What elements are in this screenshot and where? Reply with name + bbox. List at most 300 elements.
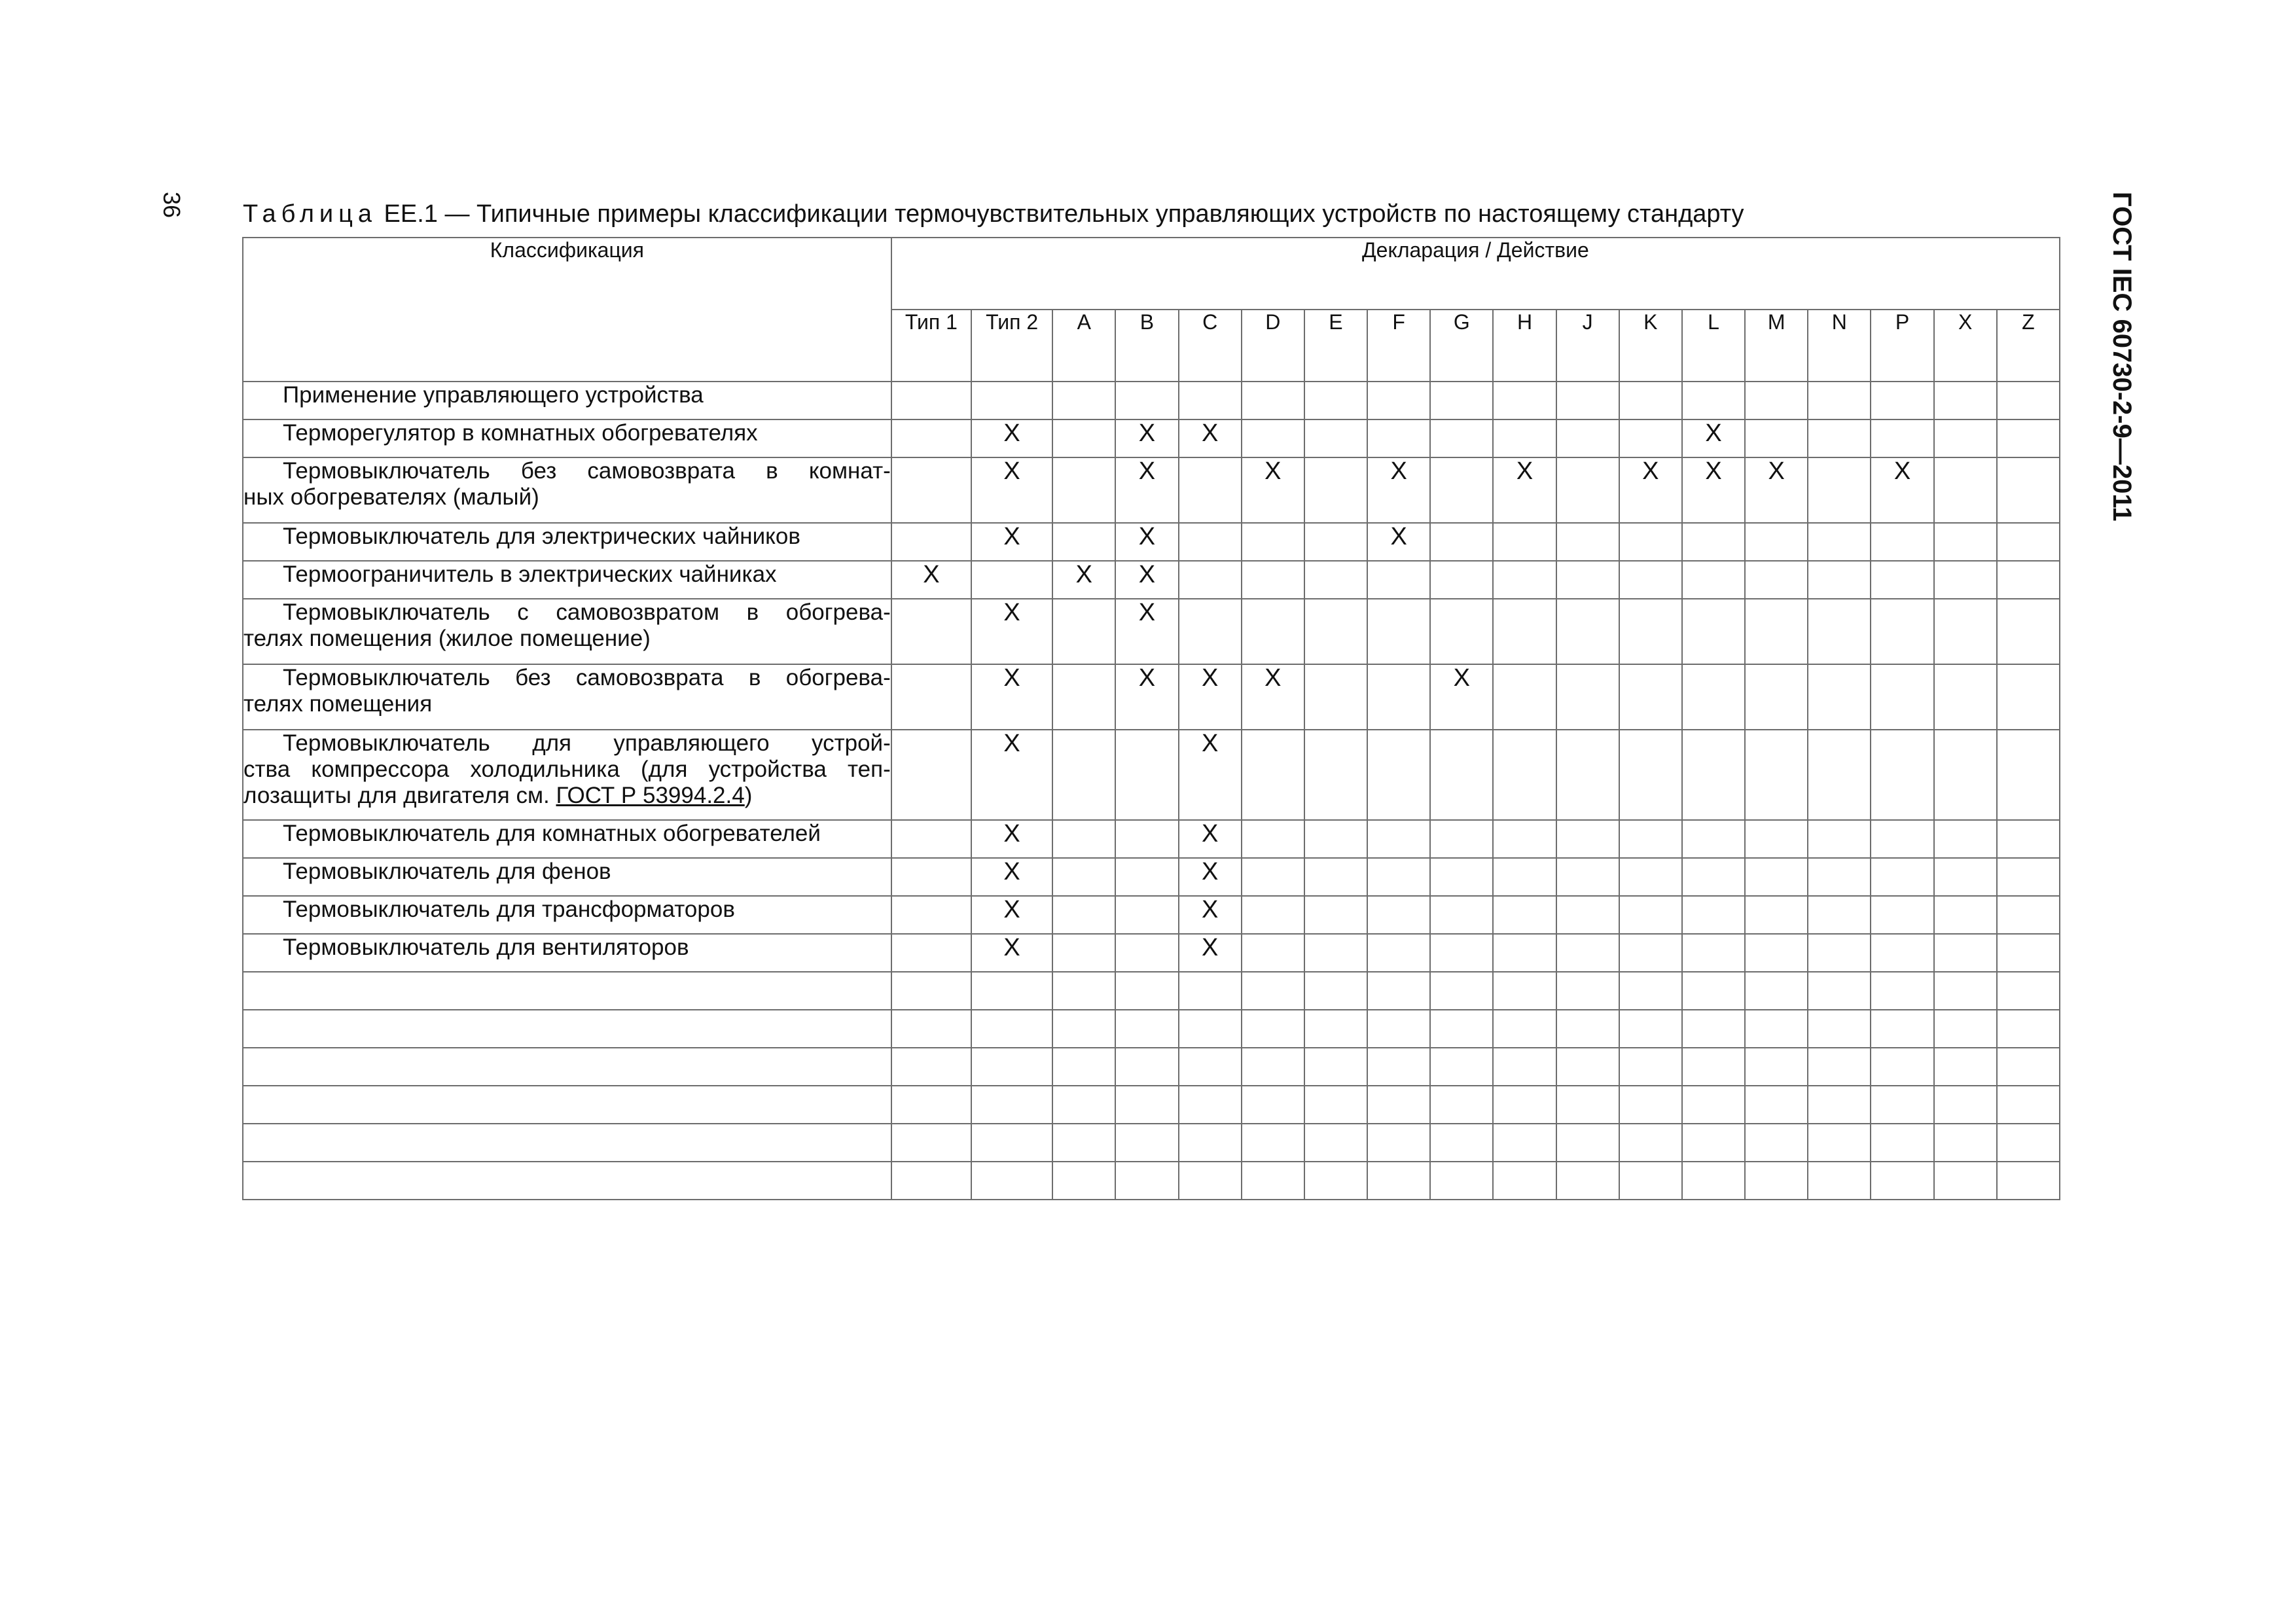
mark-cell bbox=[1808, 382, 1871, 419]
mark-cell: X bbox=[971, 599, 1052, 664]
empty-cell bbox=[891, 1086, 971, 1124]
mark-cell bbox=[1367, 934, 1430, 972]
empty-cell bbox=[1871, 1086, 1933, 1124]
mark-cell: X bbox=[971, 934, 1052, 972]
empty-cell bbox=[1682, 1086, 1745, 1124]
mark-cell bbox=[1430, 820, 1493, 858]
empty-cell bbox=[1934, 1010, 1997, 1048]
classification-text-line: ных обогревателях (малый) bbox=[243, 484, 539, 510]
table-row bbox=[243, 858, 2060, 896]
mark-cell bbox=[1242, 599, 1304, 664]
mark-cell bbox=[1493, 664, 1556, 730]
empty-cell bbox=[971, 1124, 1052, 1162]
empty-cell bbox=[1682, 1124, 1745, 1162]
mark-cell: X bbox=[1179, 896, 1242, 934]
classification-text: Терморегулятор в комнатных обогревателях bbox=[283, 420, 758, 446]
mark-cell bbox=[1556, 523, 1619, 561]
empty-cell bbox=[1556, 1086, 1619, 1124]
mark-cell bbox=[1115, 382, 1178, 419]
empty-cell bbox=[1934, 972, 1997, 1010]
mark-cell: X bbox=[971, 419, 1052, 457]
empty-cell bbox=[1179, 972, 1242, 1010]
header-code: Тип 2 bbox=[971, 310, 1052, 382]
empty-cell bbox=[1745, 1048, 1808, 1086]
mark-cell bbox=[1430, 457, 1493, 523]
mark-cell bbox=[1619, 934, 1682, 972]
table-header bbox=[243, 238, 2060, 382]
classification-text-line: телях помещения (жилое помещение) bbox=[243, 626, 651, 651]
mark-cell: X bbox=[1682, 457, 1745, 523]
empty-cell bbox=[1115, 1048, 1178, 1086]
mark-cell bbox=[1242, 858, 1304, 896]
mark-cell bbox=[1242, 561, 1304, 599]
classification-text-line: ства компрессора холодильника (для устройства теп- bbox=[243, 757, 891, 782]
empty-cell bbox=[1430, 1086, 1493, 1124]
mark-cell bbox=[1367, 820, 1430, 858]
empty-cell bbox=[1934, 1086, 1997, 1124]
mark-cell bbox=[1242, 382, 1304, 419]
mark-cell: X bbox=[1179, 730, 1242, 820]
empty-cell bbox=[1242, 1086, 1304, 1124]
mark-cell bbox=[1934, 419, 1997, 457]
mark-cell bbox=[1997, 419, 2060, 457]
mark-cell bbox=[1871, 664, 1933, 730]
mark-cell bbox=[1430, 382, 1493, 419]
empty-cell bbox=[891, 972, 971, 1010]
mark-cell bbox=[891, 730, 971, 820]
mark-cell: X bbox=[1179, 664, 1242, 730]
mark-cell bbox=[1997, 664, 2060, 730]
classification-text: Термоограничитель в электрических чайниках bbox=[283, 562, 777, 587]
mark-cell bbox=[1304, 934, 1367, 972]
empty-cell bbox=[1179, 1162, 1242, 1200]
mark-cell bbox=[1997, 599, 2060, 664]
row-classification bbox=[243, 523, 891, 561]
mark-cell bbox=[1808, 457, 1871, 523]
header-code: K bbox=[1619, 310, 1682, 382]
empty-cell bbox=[1052, 972, 1115, 1010]
mark-cell bbox=[1619, 820, 1682, 858]
mark-cell bbox=[1242, 419, 1304, 457]
mark-cell bbox=[1871, 599, 1933, 664]
row-classification bbox=[243, 664, 891, 730]
mark-cell bbox=[1808, 523, 1871, 561]
empty-cell bbox=[1997, 1124, 2060, 1162]
empty-cell bbox=[243, 972, 891, 1010]
mark-cell bbox=[1493, 730, 1556, 820]
table-row bbox=[243, 820, 2060, 858]
empty-cell bbox=[1115, 1010, 1178, 1048]
empty-cell bbox=[891, 1162, 971, 1200]
mark-cell bbox=[1682, 664, 1745, 730]
empty-cell bbox=[891, 1048, 971, 1086]
classification-text-line: телях помещения bbox=[243, 691, 433, 717]
table-row bbox=[243, 523, 2060, 561]
empty-cell bbox=[1934, 1124, 1997, 1162]
empty-cell bbox=[1304, 1162, 1367, 1200]
mark-cell bbox=[1745, 820, 1808, 858]
empty-cell bbox=[1493, 1010, 1556, 1048]
empty-cell bbox=[1052, 1048, 1115, 1086]
mark-cell bbox=[1430, 730, 1493, 820]
mark-cell bbox=[1367, 664, 1430, 730]
mark-cell bbox=[1745, 599, 1808, 664]
classification-text-line: Термовыключатель для управляющего устрой- bbox=[283, 730, 891, 756]
empty-cell bbox=[1242, 1048, 1304, 1086]
mark-cell: X bbox=[1745, 457, 1808, 523]
mark-cell bbox=[1115, 858, 1178, 896]
empty-cell bbox=[1304, 1010, 1367, 1048]
header-code: D bbox=[1242, 310, 1304, 382]
empty-cell bbox=[1430, 1048, 1493, 1086]
mark-cell bbox=[1808, 730, 1871, 820]
empty-cell bbox=[1745, 972, 1808, 1010]
empty-cell bbox=[1934, 1162, 1997, 1200]
table-row bbox=[243, 896, 2060, 934]
header-code: Z bbox=[1997, 310, 2060, 382]
mark-cell bbox=[1304, 561, 1367, 599]
mark-cell: X bbox=[1871, 457, 1933, 523]
mark-cell bbox=[1934, 523, 1997, 561]
row-classification bbox=[243, 820, 891, 858]
empty-cell bbox=[1115, 972, 1178, 1010]
mark-cell bbox=[1052, 419, 1115, 457]
empty-cell bbox=[971, 1162, 1052, 1200]
mark-cell bbox=[1493, 599, 1556, 664]
mark-cell bbox=[1556, 934, 1619, 972]
empty-cell bbox=[1808, 1162, 1871, 1200]
empty-cell bbox=[1682, 1162, 1745, 1200]
row-classification bbox=[243, 858, 891, 896]
mark-cell bbox=[1304, 599, 1367, 664]
mark-cell bbox=[891, 858, 971, 896]
mark-cell bbox=[1682, 382, 1745, 419]
empty-cell bbox=[1304, 1124, 1367, 1162]
mark-cell bbox=[1367, 599, 1430, 664]
mark-cell bbox=[891, 934, 971, 972]
mark-cell bbox=[1997, 896, 2060, 934]
mark-cell bbox=[1871, 382, 1933, 419]
empty-table-row bbox=[243, 1162, 2060, 1200]
empty-table-row bbox=[243, 1124, 2060, 1162]
empty-cell bbox=[1304, 1048, 1367, 1086]
mark-cell bbox=[1052, 382, 1115, 419]
mark-cell bbox=[1430, 896, 1493, 934]
empty-cell bbox=[243, 1124, 891, 1162]
mark-cell bbox=[1179, 457, 1242, 523]
mark-cell: X bbox=[891, 561, 971, 599]
mark-cell bbox=[891, 599, 971, 664]
mark-cell bbox=[1997, 820, 2060, 858]
mark-cell bbox=[1304, 664, 1367, 730]
mark-cell: X bbox=[971, 457, 1052, 523]
empty-cell bbox=[971, 1048, 1052, 1086]
mark-cell bbox=[891, 820, 971, 858]
mark-cell bbox=[1934, 561, 1997, 599]
mark-cell bbox=[1997, 457, 2060, 523]
mark-cell: X bbox=[1115, 664, 1178, 730]
header-classification: Классификация bbox=[243, 238, 891, 382]
table-row bbox=[243, 664, 2060, 730]
empty-cell bbox=[1430, 1124, 1493, 1162]
mark-cell bbox=[1556, 820, 1619, 858]
mark-cell: X bbox=[971, 896, 1052, 934]
mark-cell bbox=[1430, 934, 1493, 972]
mark-cell bbox=[891, 896, 971, 934]
empty-cell bbox=[1997, 1162, 2060, 1200]
mark-cell: X bbox=[1242, 457, 1304, 523]
mark-cell bbox=[1493, 561, 1556, 599]
mark-cell bbox=[1871, 896, 1933, 934]
mark-cell bbox=[1556, 730, 1619, 820]
mark-cell bbox=[1556, 457, 1619, 523]
empty-cell bbox=[1052, 1086, 1115, 1124]
table-row bbox=[243, 382, 2060, 419]
mark-cell bbox=[1871, 419, 1933, 457]
mark-cell bbox=[1115, 730, 1178, 820]
header-declaration: Декларация / Действие bbox=[891, 238, 2060, 310]
mark-cell bbox=[1367, 419, 1430, 457]
mark-cell bbox=[1934, 730, 1997, 820]
mark-cell bbox=[1745, 896, 1808, 934]
mark-cell: X bbox=[971, 820, 1052, 858]
mark-cell: X bbox=[1052, 561, 1115, 599]
mark-cell bbox=[1745, 523, 1808, 561]
mark-cell bbox=[1745, 934, 1808, 972]
empty-cell bbox=[1997, 1086, 2060, 1124]
empty-cell bbox=[1493, 1124, 1556, 1162]
mark-cell bbox=[1115, 896, 1178, 934]
mark-cell bbox=[1304, 858, 1367, 896]
empty-cell bbox=[971, 1086, 1052, 1124]
mark-cell bbox=[1493, 523, 1556, 561]
mark-cell bbox=[1808, 820, 1871, 858]
empty-table-row bbox=[243, 1010, 2060, 1048]
row-classification bbox=[243, 934, 891, 972]
empty-cell bbox=[1745, 1162, 1808, 1200]
mark-cell bbox=[1934, 382, 1997, 419]
empty-cell bbox=[1556, 1162, 1619, 1200]
header-code: A bbox=[1052, 310, 1115, 382]
empty-table-row bbox=[243, 1048, 2060, 1086]
mark-cell bbox=[1304, 730, 1367, 820]
empty-cell bbox=[1179, 1124, 1242, 1162]
mark-cell bbox=[1745, 664, 1808, 730]
mark-cell bbox=[1304, 457, 1367, 523]
mark-cell bbox=[1619, 382, 1682, 419]
mark-cell: X bbox=[971, 523, 1052, 561]
mark-cell bbox=[1304, 820, 1367, 858]
table-row bbox=[243, 730, 2060, 820]
mark-cell bbox=[1934, 934, 1997, 972]
empty-cell bbox=[1493, 1048, 1556, 1086]
empty-cell bbox=[891, 1124, 971, 1162]
classification-text: Термовыключатель для комнатных обогревателей bbox=[283, 821, 821, 846]
empty-cell bbox=[1242, 1010, 1304, 1048]
mark-cell bbox=[1808, 858, 1871, 896]
table-caption-text: ЕЕ.1 — Типичные примеры классификации термочувствительных управляющих устройств по настоящему стандарту bbox=[377, 200, 1744, 228]
table-row bbox=[243, 457, 2060, 523]
header-code: G bbox=[1430, 310, 1493, 382]
mark-cell bbox=[1619, 523, 1682, 561]
header-code: H bbox=[1493, 310, 1556, 382]
mark-cell bbox=[891, 523, 971, 561]
empty-cell bbox=[1242, 972, 1304, 1010]
mark-cell bbox=[1934, 820, 1997, 858]
mark-cell: X bbox=[1493, 457, 1556, 523]
mark-cell bbox=[1619, 858, 1682, 896]
empty-cell bbox=[1997, 972, 2060, 1010]
empty-cell bbox=[1619, 1010, 1682, 1048]
empty-cell bbox=[1367, 1124, 1430, 1162]
empty-cell bbox=[1682, 972, 1745, 1010]
mark-cell bbox=[1871, 820, 1933, 858]
empty-cell bbox=[1367, 1010, 1430, 1048]
empty-cell bbox=[1052, 1124, 1115, 1162]
mark-cell: X bbox=[1619, 457, 1682, 523]
mark-cell bbox=[1871, 561, 1933, 599]
classification-text: Термовыключатель для фенов bbox=[283, 859, 611, 884]
empty-cell bbox=[1619, 1124, 1682, 1162]
mark-cell: X bbox=[1179, 820, 1242, 858]
mark-cell bbox=[1619, 664, 1682, 730]
classification-text-prefix: лозащиты для двигателя см. bbox=[243, 783, 556, 808]
empty-cell bbox=[1242, 1124, 1304, 1162]
mark-cell bbox=[1556, 896, 1619, 934]
row-classification bbox=[243, 561, 891, 599]
mark-cell: X bbox=[1242, 664, 1304, 730]
standard-reference-link[interactable]: ГОСТ Р 53994.2.4 bbox=[556, 783, 745, 808]
mark-cell bbox=[1871, 730, 1933, 820]
row-classification bbox=[243, 896, 891, 934]
empty-cell bbox=[1179, 1086, 1242, 1124]
empty-cell bbox=[1808, 1048, 1871, 1086]
mark-cell bbox=[1493, 896, 1556, 934]
mark-cell bbox=[891, 457, 971, 523]
mark-cell bbox=[1682, 599, 1745, 664]
mark-cell bbox=[1179, 382, 1242, 419]
mark-cell bbox=[1052, 820, 1115, 858]
mark-cell bbox=[1556, 419, 1619, 457]
mark-cell bbox=[1367, 858, 1430, 896]
mark-cell: X bbox=[1367, 457, 1430, 523]
header-code: N bbox=[1808, 310, 1871, 382]
mark-cell bbox=[891, 419, 971, 457]
mark-cell bbox=[1367, 730, 1430, 820]
mark-cell: X bbox=[1115, 599, 1178, 664]
empty-cell bbox=[1619, 1048, 1682, 1086]
mark-cell: X bbox=[1115, 419, 1178, 457]
table-row bbox=[243, 599, 2060, 664]
empty-cell bbox=[1367, 1162, 1430, 1200]
empty-cell bbox=[1808, 1010, 1871, 1048]
empty-cell bbox=[1808, 972, 1871, 1010]
header-code: X bbox=[1934, 310, 1997, 382]
empty-cell bbox=[1115, 1086, 1178, 1124]
classification-text: Применение управляющего устройства bbox=[283, 382, 704, 408]
empty-cell bbox=[1682, 1048, 1745, 1086]
empty-cell bbox=[971, 972, 1052, 1010]
empty-cell bbox=[891, 1010, 971, 1048]
empty-cell bbox=[971, 1010, 1052, 1048]
mark-cell bbox=[1682, 820, 1745, 858]
table-body bbox=[243, 382, 2060, 1200]
mark-cell bbox=[1808, 419, 1871, 457]
mark-cell bbox=[891, 382, 971, 419]
empty-cell bbox=[1430, 1162, 1493, 1200]
page-number: 36 bbox=[158, 192, 185, 219]
empty-cell bbox=[1304, 1086, 1367, 1124]
table-caption bbox=[243, 202, 1744, 226]
empty-cell bbox=[1115, 1162, 1178, 1200]
mark-cell bbox=[1179, 599, 1242, 664]
mark-cell bbox=[1493, 934, 1556, 972]
row-classification bbox=[243, 599, 891, 664]
mark-cell bbox=[1556, 561, 1619, 599]
mark-cell: X bbox=[971, 664, 1052, 730]
classification-text-suffix: ) bbox=[744, 783, 753, 808]
empty-cell bbox=[1556, 1124, 1619, 1162]
mark-cell bbox=[891, 664, 971, 730]
classification-text: Термовыключатель для электрических чайников bbox=[283, 524, 800, 549]
mark-cell bbox=[1367, 382, 1430, 419]
empty-cell bbox=[1871, 972, 1933, 1010]
mark-cell bbox=[1997, 523, 2060, 561]
header-code: C bbox=[1179, 310, 1242, 382]
mark-cell bbox=[1430, 599, 1493, 664]
mark-cell bbox=[1052, 730, 1115, 820]
mark-cell bbox=[1997, 934, 2060, 972]
mark-cell: X bbox=[1367, 523, 1430, 561]
mark-cell bbox=[1493, 419, 1556, 457]
mark-cell bbox=[1934, 599, 1997, 664]
empty-cell bbox=[1430, 1010, 1493, 1048]
mark-cell bbox=[1808, 896, 1871, 934]
empty-cell bbox=[1493, 1086, 1556, 1124]
empty-cell bbox=[1115, 1124, 1178, 1162]
mark-cell bbox=[1682, 934, 1745, 972]
row-classification bbox=[243, 419, 891, 457]
empty-cell bbox=[1179, 1010, 1242, 1048]
table-row bbox=[243, 561, 2060, 599]
mark-cell bbox=[1052, 457, 1115, 523]
mark-cell: X bbox=[1115, 523, 1178, 561]
mark-cell bbox=[1115, 820, 1178, 858]
table-row bbox=[243, 934, 2060, 972]
mark-cell bbox=[1619, 896, 1682, 934]
row-classification bbox=[243, 382, 891, 419]
mark-cell bbox=[1619, 730, 1682, 820]
empty-cell bbox=[1934, 1048, 1997, 1086]
mark-cell bbox=[1367, 561, 1430, 599]
header-code: L bbox=[1682, 310, 1745, 382]
mark-cell bbox=[971, 382, 1052, 419]
mark-cell: X bbox=[971, 858, 1052, 896]
empty-cell bbox=[1367, 972, 1430, 1010]
empty-cell bbox=[1808, 1124, 1871, 1162]
empty-cell bbox=[1745, 1086, 1808, 1124]
mark-cell bbox=[1871, 523, 1933, 561]
empty-cell bbox=[1871, 1010, 1933, 1048]
mark-cell bbox=[1052, 599, 1115, 664]
empty-cell bbox=[1619, 1162, 1682, 1200]
mark-cell bbox=[1242, 523, 1304, 561]
header-code: B bbox=[1115, 310, 1178, 382]
empty-cell bbox=[1997, 1048, 2060, 1086]
empty-cell bbox=[1052, 1162, 1115, 1200]
empty-cell bbox=[1367, 1048, 1430, 1086]
mark-cell bbox=[1808, 934, 1871, 972]
